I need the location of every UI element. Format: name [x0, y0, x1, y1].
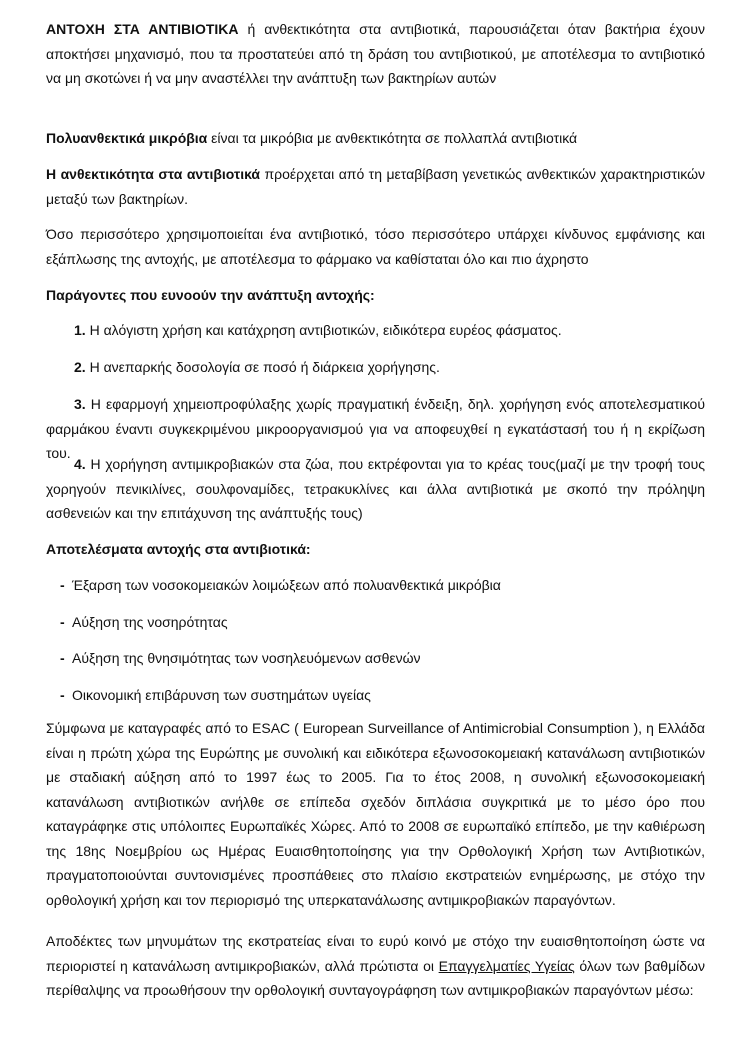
effect-text: Αύξηση της θνησιμότητας των νοσηλευόμενων ασθενών: [72, 650, 421, 666]
origin-text: προέρχεται από τη μεταβίβαση γενετικώς ανθεκτικών χαρακτηριστικών μεταξύ των βακτηρίων.: [46, 166, 705, 207]
factor-item-1: [46, 318, 705, 343]
dash-bullet-icon: -: [60, 614, 65, 630]
origin-term: Η ανθεκτικότητα στα αντιβιοτικά: [46, 166, 261, 182]
effect-item: [60, 685, 371, 705]
campaign-text-after: όλων των βαθμίδων περίθαλψης να προωθήσουν την ορθολογική συνταγογράφηση των αντιμικροβιακών παραγόντων μέσω:: [46, 957, 705, 998]
multiresistant-paragraph: [46, 126, 705, 151]
effect-text: Οικονομική επιβάρυνση των συστημάτων υγείας: [72, 687, 371, 703]
factor-item-4: [46, 452, 705, 526]
multiresistant-text: είναι τα μικρόβια με ανθεκτικότητα σε πολλαπλά αντιβιοτικά: [207, 130, 578, 146]
health-professionals-link[interactable]: Επαγγελματίες Υγείας: [438, 957, 575, 974]
campaign-text-before: Αποδέκτες των μηνυμάτων της εκστρατείας είναι το ευρύ κοινό με στόχο την ευαισθητοποίηση ώστε να περιοριστεί η κατανάλωση αντιμικροβιακών, αλλά πρώτιστα οι: [46, 933, 705, 974]
factor-text: Η αλόγιστη χρήση και κατάχρηση αντιβιοτικών, ειδικότερα ευρέος φάσματος.: [85, 322, 562, 338]
intro-paragraph: [46, 17, 705, 91]
factor-text: Η ανεπαρκής δοσολογία σε ποσό ή διάρκεια χορήγησης.: [85, 359, 440, 375]
factor-number: 2.: [74, 359, 86, 375]
dash-bullet-icon: -: [60, 687, 65, 703]
factor-item-2: [46, 355, 705, 380]
dash-bullet-icon: -: [60, 577, 65, 593]
intro-text: ή ανθεκτικότητα στα αντιβιοτικά, παρουσιάζεται όταν βακτήρια έχουν αποκτήσει μηχανισμό, που τα προστατεύει από τη δράση του αντιβιοτικού, με αποτέλεσμα το αντιβιοτικό να μη σκοτώνει ή να μην αναστέλλει την ανάπτυξη των βακτηρίων αυτών: [46, 21, 706, 86]
factor-text: Η εφαρμογή χημειοπροφύλαξης χωρίς πραγματική ένδειξη, δηλ. χορήγηση ενός αποτελεσματικού φαρμάκου έναντι συγκεκριμένου μικροοργανισμού για να αποφευχθεί η εγκατάστασή του ή η εκρίζωση του.: [46, 396, 705, 461]
esac-paragraph: Σύμφωνα με καταγραφές από το ESAC ( European Surveillance of Antimicrobial Consumption ), η Ελλάδα είναι η πρώτη χώρα της Ευρώπης με συνολική και ειδικότερα εξωνοσοκομειακή κατανάλωση αντιβιοτικών με σταδιακή αύξηση από το 1997 έως το 2005. Για το έτος 2008, η συνολική εξωνοσοκομειακή κατανάλωση αντιβιοτικών ανήλθε σε επίπεδα σχεδόν διπλάσια συγκριτικά με το μέσο όρο που καταγράφηκε στις υπόλοιπες Ευρωπαϊκές Χώρες. Από το 2008 σε ευρωπαϊκό επίπεδο, με την καθιέρωση της 18ης Νοεμβρίου ως Ημέρας Ευαισθητοποίησης για την Ορθολογική Χρήση των Αντιβιοτικών, πραγματοποιούνται συντονισμένες προσπάθειες στο πλαίσιο εκστρατειών ενημέρωσης, με στόχο την ορθολογική χρήση και τον περιορισμό της υπερκατανάλωσης αντιμικροβιακών παραγόντων.: [46, 720, 705, 908]
factors-heading: Παράγοντες που ευνοούν την ανάπτυξη αντοχής:: [46, 287, 375, 303]
multiresistant-term: Πολυανθεκτικά μικρόβια: [46, 130, 208, 146]
usage-paragraph: Όσο περισσότερο χρησιμοποιείται ένα αντιβιοτικό, τόσο περισσότερο υπάρχει κίνδυνος εμφάνισης και εξάπλωσης της αντοχής, με αποτέλεσμα το φάρμακο να καθίσταται όλο και πιο άχρηστο: [46, 226, 705, 267]
campaign-paragraph: [46, 929, 705, 1003]
intro-term: ΑΝΤΟΧΗ ΣΤΑ ΑΝΤΙΒΙΟΤΙΚΑ: [46, 21, 239, 37]
effect-text: Αύξηση της νοσηρότητας: [72, 614, 228, 630]
dash-bullet-icon: -: [60, 650, 65, 666]
effect-item: [60, 648, 421, 668]
factor-number: 3.: [74, 396, 86, 412]
factor-text: Η χορήγηση αντιμικροβιακών στα ζώα, που εκτρέφονται για το κρέας τους(μαζί με την τροφή τους χορηγούν πενικιλίνες, σουλφοναμίδες, τετρακυκλίνες και άλλα αντιβιοτικά με σκοπό την πρόληψη ασθενειών και την επιτάχυνση της ανάπτυξής τους): [46, 456, 705, 521]
factor-number: 4.: [74, 456, 86, 472]
factor-number: 1.: [74, 322, 86, 338]
effects-heading: Αποτελέσματα αντοχής στα αντιβιοτικά:: [46, 541, 311, 557]
effect-item: [60, 612, 228, 632]
origin-paragraph: [46, 162, 705, 211]
effect-item: [60, 575, 501, 595]
effect-text: Έξαρση των νοσοκομειακών λοιμώξεων από πολυανθεκτικά μικρόβια: [72, 577, 501, 593]
